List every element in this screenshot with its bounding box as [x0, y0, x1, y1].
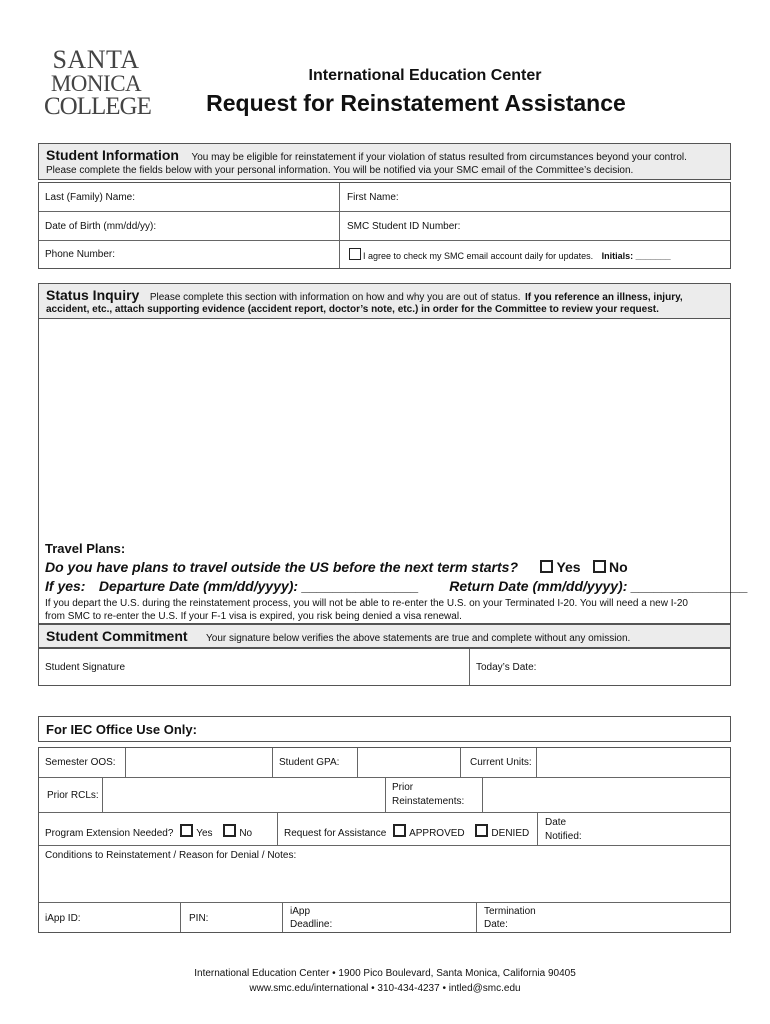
iapp-id-field[interactable]: iApp ID:	[45, 913, 81, 924]
agree-checkbox[interactable]	[349, 248, 361, 260]
student-gpa-field[interactable]: Student GPA:	[279, 757, 340, 768]
dob-field[interactable]: Date of Birth (mm/dd/yy):	[45, 221, 157, 232]
phone-field[interactable]: Phone Number:	[45, 249, 116, 260]
commitment-title: Student Commitment	[46, 628, 188, 644]
office-title: For IEC Office Use Only:	[46, 722, 197, 737]
org-name: International Education Center	[308, 67, 542, 84]
request-assistance-label: Request for Assistance	[284, 828, 387, 839]
agree-row	[349, 248, 671, 261]
iapp-deadline-line-1: iApp	[290, 906, 311, 917]
status-explanation-area[interactable]	[39, 319, 730, 539]
date-notified-line-1: Date	[545, 817, 567, 828]
prior-reinstatements-label[interactable]	[392, 782, 464, 807]
status-inquiry-section	[38, 283, 749, 624]
office-table	[38, 747, 731, 933]
program-extension-label: Program Extension Needed?	[45, 828, 174, 839]
student-id-field[interactable]: SMC Student ID Number:	[347, 221, 461, 232]
status-title: Status Inquiry	[46, 287, 140, 303]
current-units-field[interactable]: Current Units:	[470, 757, 532, 768]
return-date-field[interactable]: Return Date (mm/dd/yyyy): _______________	[449, 578, 749, 594]
commitment-table	[38, 648, 731, 686]
prior-reinst-line-1: Prior	[392, 782, 414, 793]
agree-label: I agree to check my SMC email account daily for updates.	[363, 251, 594, 261]
footer-contact: www.smc.edu/international • 310-434-4237 • intled@smc.edu	[249, 983, 521, 994]
status-intro-bold: If you reference an illness, injury,	[525, 292, 683, 303]
office-header	[38, 716, 731, 742]
travel-title: Travel Plans:	[45, 541, 126, 556]
termination-line-1: Termination	[484, 906, 536, 917]
last-name-field[interactable]: Last (Family) Name:	[45, 192, 136, 203]
ext-yes-checkbox[interactable]	[180, 824, 193, 837]
prior-rcls-field[interactable]: Prior RCLs:	[47, 790, 99, 801]
status-intro-bold-2: accident, etc., attach supporting evidence (accident report, doctor’s note, etc.) in order for the Committee to review your request.	[46, 304, 659, 315]
travel-question-row	[45, 559, 628, 577]
logo-line-1: SANTA	[52, 45, 140, 74]
conditions-notes-field[interactable]: Conditions to Reinstatement / Reason for Denial / Notes:	[45, 850, 297, 861]
semester-oos-field[interactable]: Semester OOS:	[45, 757, 116, 768]
travel-note-1: If you depart the U.S. during the reinstatement process, you will not be able to re-enter the U.S. on your Terminated I-20. You will need a new I-20	[45, 598, 688, 609]
request-assistance-row	[284, 824, 529, 839]
ext-no-label: No	[239, 828, 253, 839]
student-info-table	[38, 182, 731, 269]
approved-checkbox[interactable]	[393, 824, 406, 837]
travel-note-2: from SMC to re-enter the U.S. If your F-1 visa is expired, you risk being denied a visa renewal.	[45, 611, 462, 622]
date-notified-field[interactable]	[545, 817, 582, 842]
status-header	[39, 284, 730, 319]
page-title: Request for Reinstatement Assistance	[206, 90, 626, 116]
travel-no-checkbox[interactable]	[593, 560, 606, 573]
iapp-deadline-field[interactable]	[290, 906, 332, 930]
travel-no-label: No	[609, 559, 628, 575]
travel-yes-label: Yes	[556, 559, 581, 575]
if-yes-label: If yes:	[45, 578, 86, 594]
commitment-intro: Your signature below verifies the above statements are true and complete without any omission.	[206, 633, 631, 644]
logo-line-3: COLLEGE	[44, 92, 151, 120]
termination-date-field[interactable]	[484, 906, 536, 930]
program-extension-row	[45, 824, 252, 839]
student-signature-field[interactable]: Student Signature	[45, 662, 126, 673]
student-info-header	[38, 143, 731, 180]
approved-label: APPROVED	[409, 828, 465, 839]
termination-line-2: Date:	[484, 919, 508, 930]
prior-reinst-line-2: Reinstatements:	[392, 796, 465, 807]
todays-date-field[interactable]: Today’s Date:	[476, 662, 537, 673]
commitment-header	[38, 624, 731, 648]
logo-line-2: MONICA	[50, 70, 142, 96]
travel-question: Do you have plans to travel outside the US before the next term starts?	[45, 559, 518, 575]
pin-field[interactable]: PIN:	[189, 913, 209, 924]
travel-dates-row	[45, 578, 748, 596]
status-intro: Please complete this section with information on how and why you are out of status.	[149, 292, 521, 303]
iapp-deadline-line-2: Deadline:	[290, 919, 333, 930]
student-info-intro: You may be eligible for reinstatement if your violation of status resulted from circumstances beyond your control.	[191, 152, 687, 163]
denied-checkbox[interactable]	[475, 824, 488, 837]
date-notified-line-2: Notified:	[545, 831, 582, 842]
departure-date-field[interactable]: Departure Date (mm/dd/yyyy): _______________	[98, 578, 419, 594]
travel-yes-checkbox[interactable]	[540, 560, 553, 573]
student-info-title: Student Information	[46, 147, 179, 163]
first-name-field[interactable]: First Name:	[347, 192, 399, 203]
denied-label: DENIED	[491, 828, 530, 839]
initials-field[interactable]: Initials: _______	[601, 251, 671, 261]
ext-yes-label: Yes	[196, 828, 213, 839]
footer-address: International Education Center • 1900 Pico Boulevard, Santa Monica, California 90405	[194, 968, 576, 979]
ext-no-checkbox[interactable]	[223, 824, 236, 837]
student-info-intro-2: Please complete the fields below with your personal information. You will be notified via your SMC email of the Committee’s decision.	[46, 165, 634, 176]
